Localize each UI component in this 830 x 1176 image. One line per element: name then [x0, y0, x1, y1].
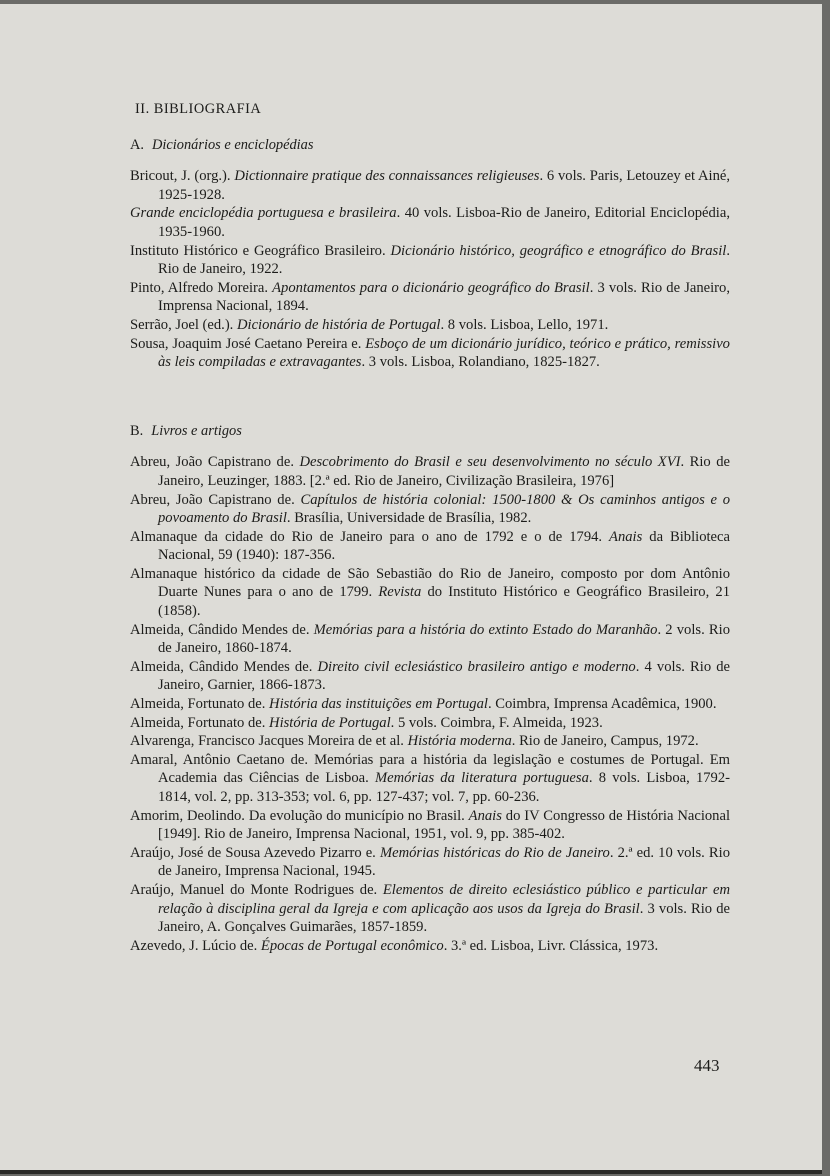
entry-post: . Coimbra, Imprensa Acadêmica, 1900.	[487, 696, 717, 713]
entry-post: . 3.ª ed. Lisboa, Livr. Clássica, 1973.	[443, 937, 659, 954]
subsection-b-label: B.	[130, 422, 144, 439]
entry-pre: Sousa, Joaquim José Caetano Pereira e.	[130, 335, 366, 352]
entry-post: . 2 vols. Rio de Janeiro, 1860-1874.	[158, 621, 730, 657]
entry-title: História das instituições em Portugal	[269, 696, 488, 713]
entry-title: Elementos de direito eclesiástico público e particular em relação à disciplina geral da Igreja e com aplicação aos usos da Igreja do Brasil	[158, 881, 730, 917]
entry-post: . 2.ª ed. 10 vols. Rio de Janeiro, Imprensa Nacional, 1945.	[158, 844, 730, 880]
bibliography-entry	[130, 528, 730, 565]
entry-title: Direito civil eclesiástico brasileiro antigo e moderno	[317, 658, 636, 675]
entry-pre: Almanaque da cidade do Rio de Janeiro para o ano de 1792 e o de 1794.	[130, 528, 610, 545]
entry-pre: Pinto, Alfredo Moreira.	[130, 279, 273, 296]
bibliography-entry	[130, 658, 730, 695]
entry-post: . Rio de Janeiro, Campus, 1972.	[511, 733, 699, 750]
entry-title: Memórias históricas do Rio de Janeiro	[379, 844, 610, 861]
entry-pre: Amorim, Deolindo. Da evolução do município no Brasil.	[130, 807, 469, 824]
entry-post: . Brasília, Universidade de Brasília, 1982.	[286, 510, 532, 527]
bibliography-entry	[130, 565, 730, 621]
entry-title: Apontamentos para o dicionário geográfico do Brasil	[272, 279, 590, 296]
entry-pre: Amaral, Antônio Caetano de. Memórias para a história da legislação e costumes de Portugal. Em Academia das Ciências de Lisboa.	[130, 751, 730, 787]
entry-title: Capítulos de história colonial: 1500-1800 & Os caminhos antigos e o povoamento do Brasil	[158, 491, 730, 527]
entry-title: Memórias da literatura portuguesa	[374, 770, 589, 787]
entry-post: do Instituto Histórico e Geográfico Brasileiro, 21 (1858).	[158, 584, 730, 620]
entry-post: . 3 vols. Lisboa, Rolandiano, 1825-1827.	[361, 354, 600, 371]
entry-title: Épocas de Portugal econômico	[260, 937, 444, 954]
entry-pre: Araújo, Manuel do Monte Rodrigues de.	[130, 881, 383, 898]
dictionary-entry-list	[130, 167, 730, 372]
entry-pre: Almeida, Cândido Mendes de.	[130, 621, 314, 638]
entry-pre: Abreu, João Capistrano de.	[130, 454, 300, 471]
entry-pre: Araújo, José de Sousa Azevedo Pizarro e.	[130, 844, 380, 861]
entry-post: . 3 vols. Rio de Janeiro, Imprensa Nacional, 1894.	[158, 279, 730, 315]
entry-pre: Serrão, Joel (ed.).	[130, 316, 237, 333]
bibliography-entry	[130, 807, 730, 844]
bibliography-entry	[130, 844, 730, 881]
entry-pre: Almeida, Cândido Mendes de.	[130, 658, 318, 675]
entry-post: . 4 vols. Rio de Janeiro, Garnier, 1866-1873.	[158, 658, 731, 694]
entry-pre: Almeida, Fortunato de.	[130, 714, 270, 731]
bibliography-entry	[130, 335, 730, 372]
entry-title: Anais	[468, 807, 502, 824]
bibliography-entry	[130, 751, 730, 807]
book-page	[0, 4, 822, 1174]
subsection-a-heading	[130, 136, 730, 155]
entry-post: . 40 vols. Lisboa-Rio de Janeiro, Editorial Enciclopédia, 1935-1960.	[158, 205, 730, 240]
entry-post: . Rio de Janeiro, Leuzinger, 1883. [2.ª ed. Rio de Janeiro, Civilização Brasileira, 1976]	[158, 454, 730, 489]
bibliography-entry	[130, 695, 730, 714]
bibliography-entry	[130, 732, 730, 751]
entry-pre: Instituto Histórico e Geográfico Brasileiro.	[130, 242, 391, 259]
bibliography-entry	[130, 167, 730, 204]
entry-post: . 6 vols. Paris, Letouzey et Ainé, 1925-1928.	[158, 168, 731, 203]
entry-title: Grande enciclopédia portuguesa e brasileira	[130, 205, 397, 222]
entry-post: do IV Congresso de História Nacional [1949]. Rio de Janeiro, Imprensa Nacional, 1951, vol. 9, pp. 385-402.	[158, 807, 731, 843]
entry-title: Dicionário histórico, geográfico e etnográfico do Brasil	[390, 242, 727, 259]
entry-title: Memórias para a história do extinto Estado do Maranhão	[313, 621, 658, 638]
subsection-a-label: A.	[130, 136, 144, 153]
entry-post: da Biblioteca Nacional, 59 (1940): 187-356.	[158, 528, 730, 564]
bibliography-content	[130, 100, 730, 955]
entry-pre: Alvarenga, Francisco Jacques Moreira de et al.	[130, 733, 408, 750]
entry-post: . 5 vols. Coimbra, F. Almeida, 1923.	[390, 714, 603, 731]
entry-title: Dicionário de história de Portugal	[236, 316, 441, 333]
entry-post: . 8 vols. Lisboa, 1792-1814, vol. 2, pp. 313-353; vol. 6, pp. 127-437; vol. 7, pp. 60-236.	[158, 770, 730, 805]
subsection-b-heading	[130, 422, 730, 441]
bibliography-entry	[130, 937, 730, 956]
bibliography-entry	[130, 453, 730, 490]
page-number: 443	[694, 1056, 720, 1075]
entry-title: Esboço de um dicionário jurídico, teórico e prático, remissivo às leis compiladas e extravagantes	[158, 335, 730, 371]
entry-post: . Rio de Janeiro, 1922.	[158, 242, 730, 278]
subsection-b-title: Livros e artigos	[151, 422, 242, 439]
bibliography-entry	[130, 279, 730, 316]
entry-pre: Almanaque histórico da cidade de São Sebastião do Rio de Janeiro, composto por dom Antônio Duarte Nunes para o ano de 1799.	[130, 565, 730, 601]
bibliography-entry	[130, 316, 730, 335]
entry-pre: Almeida, Fortunato de.	[130, 696, 270, 713]
entry-title: Dictionnaire pratique des connaissances religieuses	[234, 168, 540, 185]
entry-title: História moderna	[407, 733, 512, 750]
entry-pre: Bricout, J. (org.).	[130, 168, 235, 185]
bibliography-entry	[130, 714, 730, 733]
bibliography-entry	[130, 881, 730, 937]
entry-title: Anais	[609, 528, 643, 545]
book-article-entry-list	[130, 453, 730, 955]
bibliography-entry	[130, 242, 730, 279]
entry-title: Descobrimento do Brasil e seu desenvolvimento no século XVI	[299, 454, 681, 471]
bibliography-entry	[130, 491, 730, 528]
bibliography-entry	[130, 621, 730, 658]
entry-pre: Abreu, João Capistrano de.	[130, 491, 301, 508]
entry-pre: Azevedo, J. Lúcio de.	[130, 937, 261, 954]
entry-post: . 3 vols. Rio de Janeiro, A. Gonçalves Guimarães, 1857-1859.	[158, 900, 730, 936]
entry-title: Revista	[378, 584, 422, 601]
entry-post: . 8 vols. Lisboa, Lello, 1971.	[440, 316, 609, 333]
entry-title: História de Portugal	[269, 714, 391, 731]
bibliography-entry	[130, 204, 730, 241]
section-heading: II. BIBLIOGRAFIA	[135, 101, 262, 117]
subsection-a-title: Dicionários e enciclopédias	[152, 136, 314, 153]
